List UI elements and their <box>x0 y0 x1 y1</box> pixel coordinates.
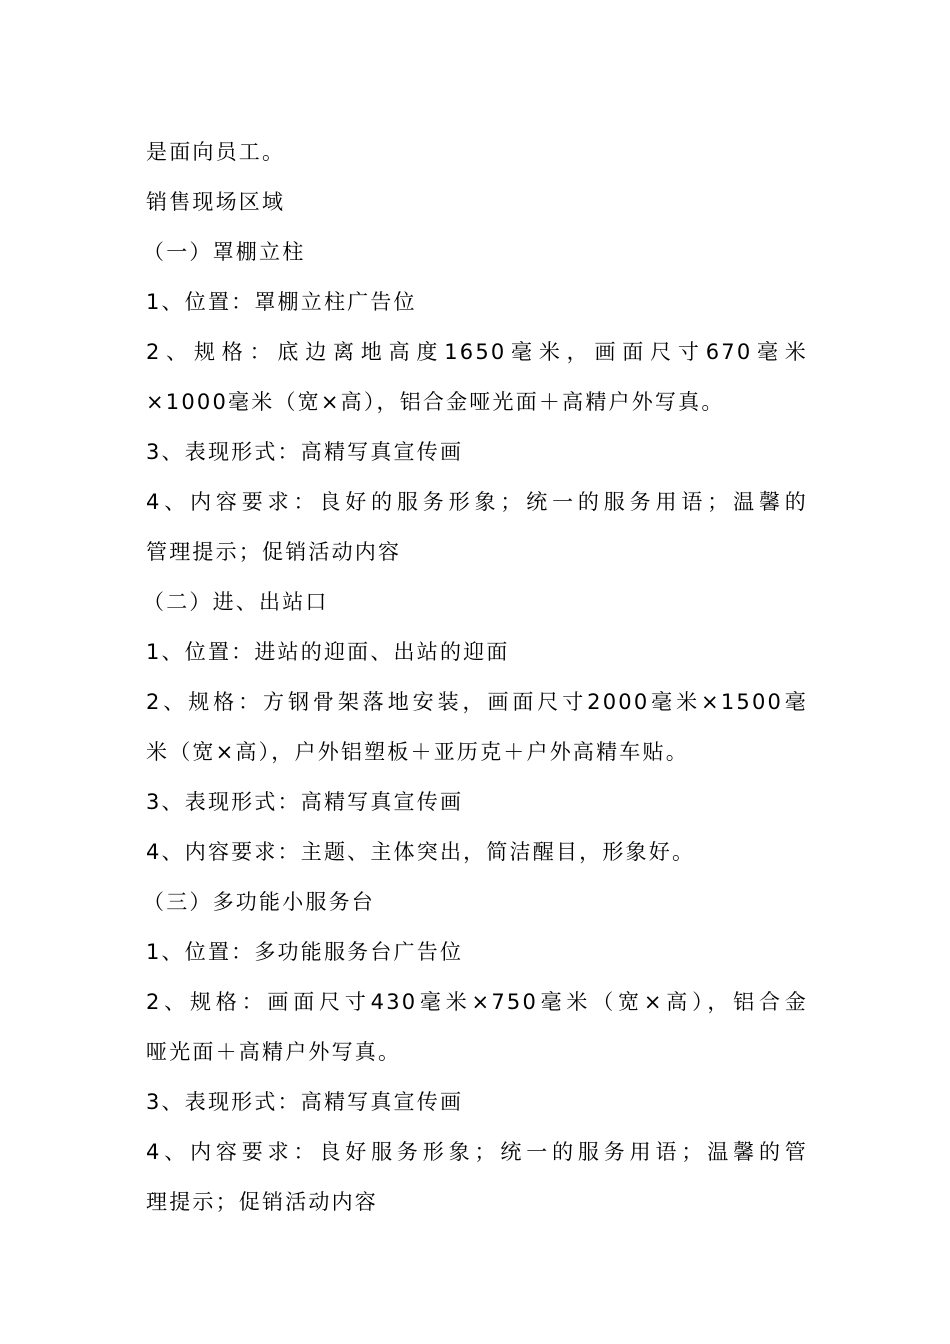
item-content-1-cont: 管理提示；促销活动内容 <box>146 540 402 564</box>
item-form-3: 3、表现形式：高精写真宣传画 <box>146 1090 464 1114</box>
item-spec-3: 2、规格：画面尺寸430毫米×750毫米（宽×高），铝合金 <box>146 990 808 1014</box>
item-location-1: 1、位置：罩棚立柱广告位 <box>146 290 417 314</box>
item-content-1: 4、内容要求：良好的服务形象；统一的服务用语；温馨的 <box>146 490 808 514</box>
item-spec-3-cont: 哑光面＋高精户外写真。 <box>146 1040 402 1064</box>
subsection-heading-3: （三）多功能小服务台 <box>143 890 375 914</box>
item-spec-2: 2、规格：方钢骨架落地安装，画面尺寸2000毫米×1500毫 <box>146 690 808 714</box>
subsection-heading-1: （一）罩棚立柱 <box>143 240 306 264</box>
item-form-1: 3、表现形式：高精写真宣传画 <box>146 440 464 464</box>
item-spec-2-cont: 米（宽×高），户外铝塑板＋亚历克＋户外高精车贴。 <box>146 740 689 764</box>
subsection-heading-2: （二）进、出站口 <box>143 590 329 614</box>
item-location-3: 1、位置：多功能服务台广告位 <box>146 940 464 964</box>
paragraph-continuation: 是面向员工。 <box>146 140 286 164</box>
item-content-3-cont: 理提示；促销活动内容 <box>146 1190 378 1214</box>
item-content-3: 4、内容要求：良好服务形象；统一的服务用语；温馨的管 <box>146 1140 808 1164</box>
document-body <box>143 127 808 1227</box>
item-content-2: 4、内容要求：主题、主体突出，简洁醒目，形象好。 <box>146 840 696 864</box>
item-form-2: 3、表现形式：高精写真宣传画 <box>146 790 464 814</box>
item-spec-1-cont: ×1000毫米（宽×高），铝合金哑光面＋高精户外写真。 <box>146 390 725 414</box>
item-spec-1: 2、规格：底边离地高度1650毫米，画面尺寸670毫米 <box>146 340 808 364</box>
item-location-2: 1、位置：进站的迎面、出站的迎面 <box>146 640 510 664</box>
section-title: 销售现场区域 <box>146 190 286 214</box>
